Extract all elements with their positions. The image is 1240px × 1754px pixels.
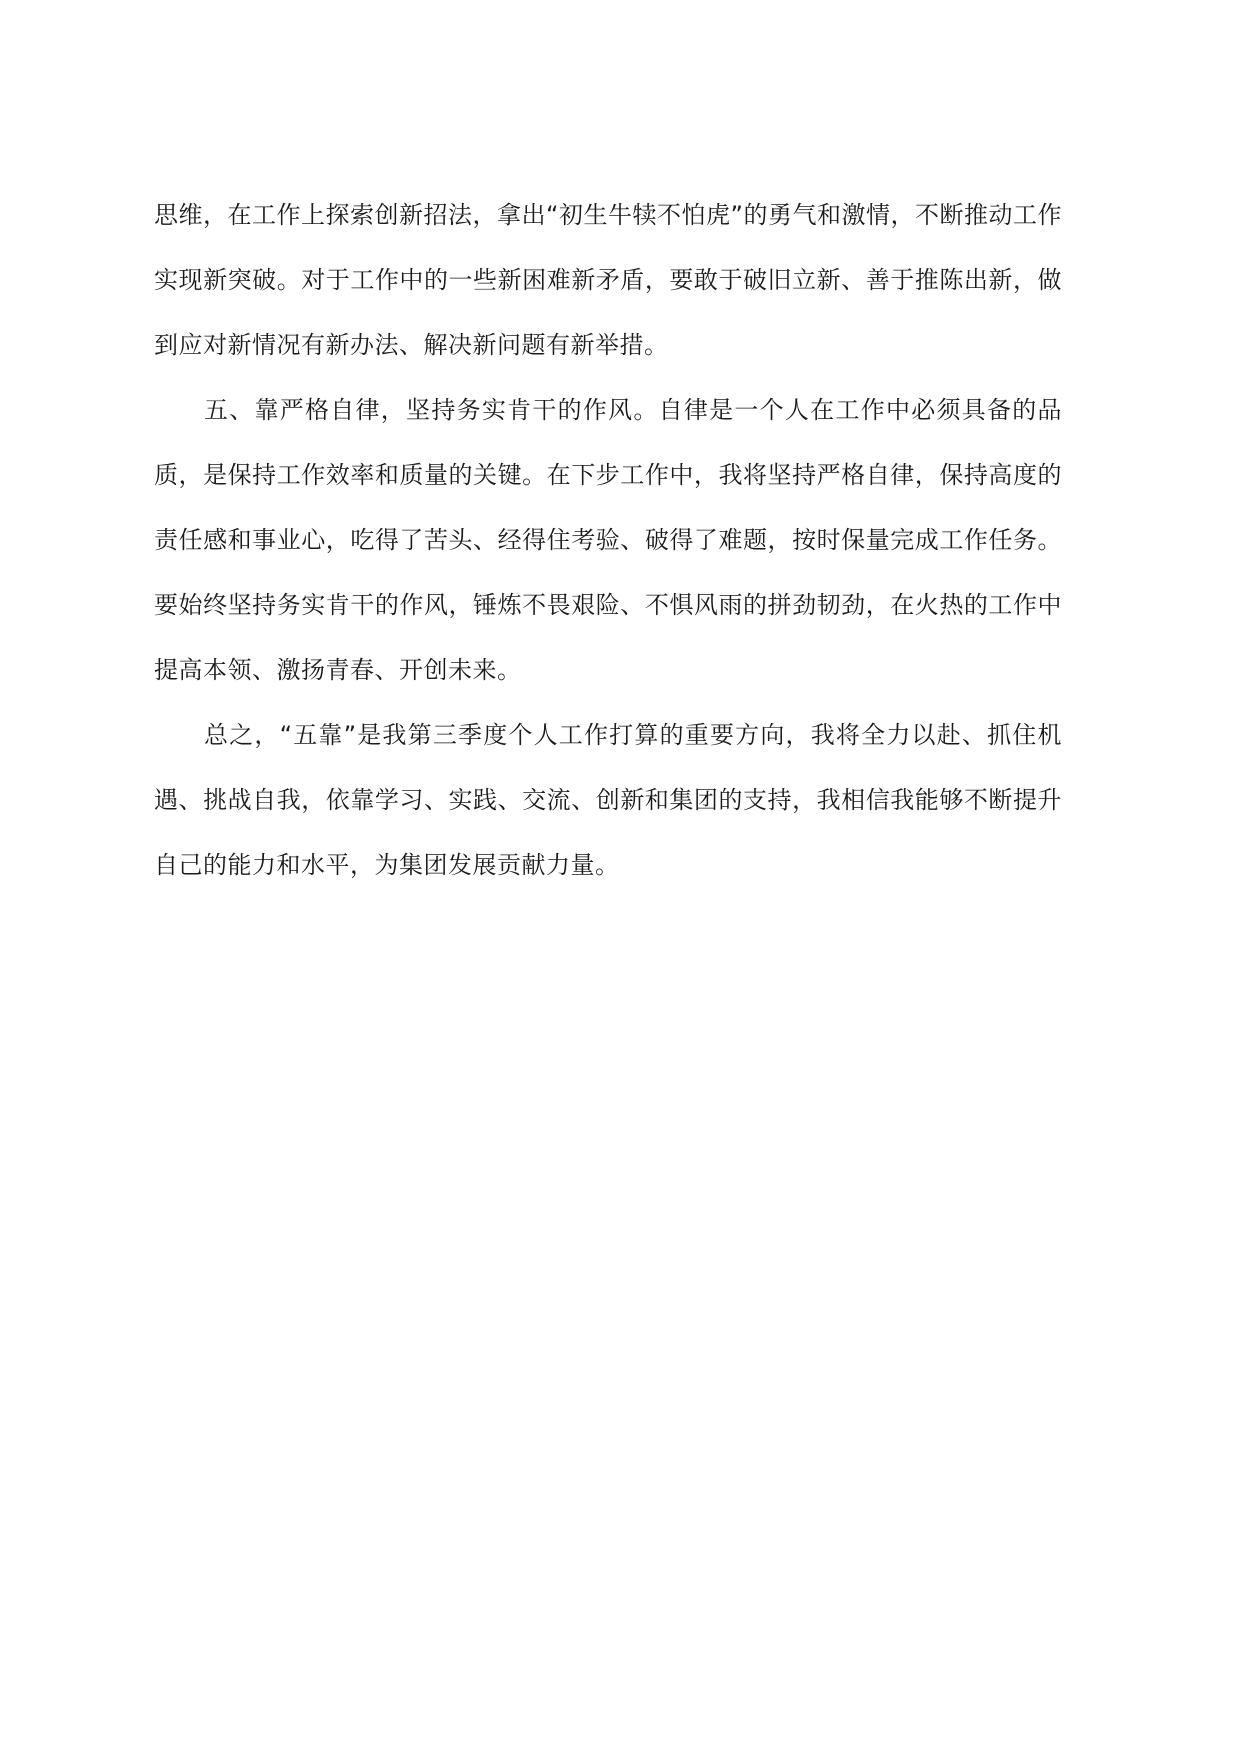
paragraph-continuation: 思维，在工作上探索创新招法，拿出“初生牛犊不怕虎”的勇气和激情，不断推动工作实现新突破。对于工作中的一些新困难新矛盾，要敢于破旧立新、善于推陈出新，做到应对新情况有新办法、解决新问题有新举措。 xyxy=(154,201,1062,359)
paragraph-conclusion: 总之，“五靠”是我第三季度个人工作打算的重要方向，我将全力以赴、抓住机遇、挑战自我，依靠学习、实践、交流、创新和集团的支持，我相信我能够不断提升自己的能力和水平，为集团发展贡献力量。 xyxy=(154,721,1062,879)
document-body xyxy=(154,183,1062,898)
paragraph-section-five: 五、靠严格自律，坚持务实肯干的作风。自律是一个人在工作中必须具备的品质，是保持工作效率和质量的关键。在下步工作中，我将坚持严格自律，保持高度的责任感和事业心，吃得了苦头、经得住考验、破得了难题，按时保量完成工作任务。要始终坚持务实肯干的作风，锤炼不畏艰险、不惧风雨的拼劲韧劲，在火热的工作中提高本领、激扬青春、开创未来。 xyxy=(154,396,1062,684)
